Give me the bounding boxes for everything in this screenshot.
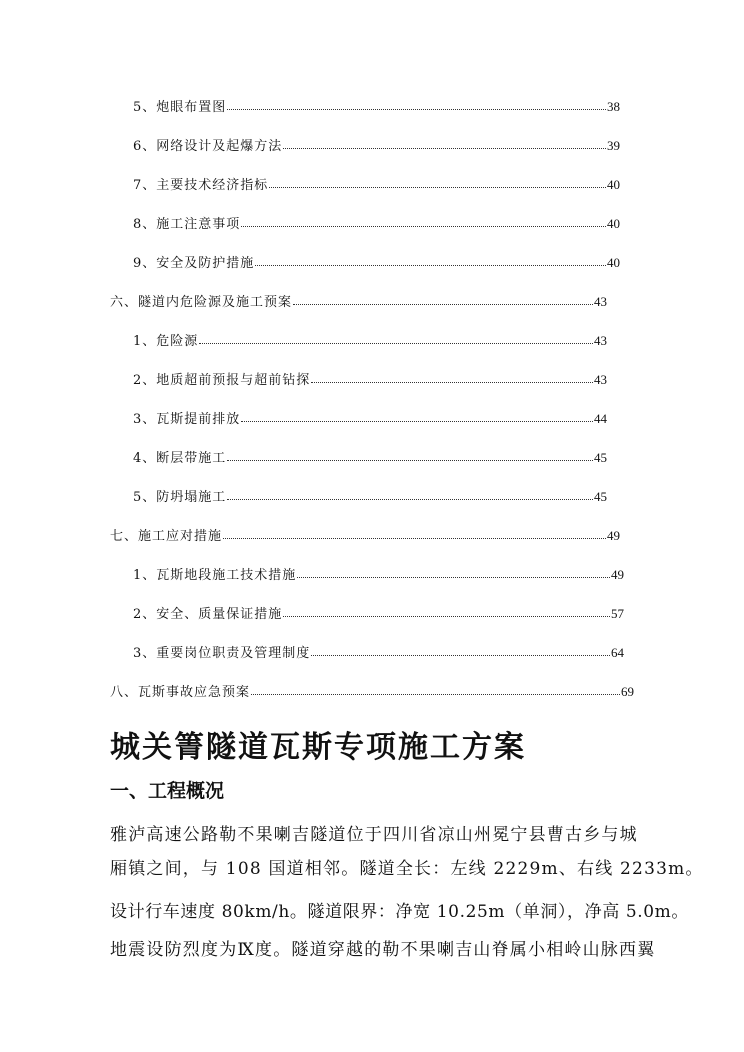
toc-entry-label: 5、防坍塌施工 [133, 490, 227, 505]
toc-entry-label: 1、瓦斯地段施工技术措施 [133, 568, 297, 583]
paragraph-line: 雅泸高速公路勒不果喇吉隧道位于四川省凉山州冕宁县曹古乡与城 [110, 825, 638, 845]
toc-leader-dots [293, 304, 593, 305]
toc-entry[interactable] [133, 410, 607, 429]
toc-leader-dots [251, 694, 620, 695]
toc-entry-label: 3、瓦斯提前排放 [133, 412, 241, 427]
toc-entry-label: 9、安全及防护措施 [133, 256, 255, 271]
toc-leader-dots [241, 226, 606, 227]
toc-entry[interactable] [133, 605, 624, 624]
toc-entry[interactable] [133, 332, 607, 351]
toc-entry-page: 49 [611, 567, 624, 582]
toc-entry[interactable] [133, 566, 624, 585]
toc-entry[interactable] [133, 449, 607, 468]
toc-entry[interactable] [133, 176, 620, 195]
toc-leader-dots [269, 187, 606, 188]
toc-entry-page: 49 [607, 528, 620, 543]
toc-leader-dots [311, 655, 610, 656]
toc-entry-label: 七、施工应对措施 [110, 529, 223, 544]
toc-leader-dots [227, 109, 606, 110]
toc-entry-page: 43 [594, 333, 607, 348]
toc-entry-label: 7、主要技术经济指标 [133, 178, 269, 193]
toc-entry-label: 八、瓦斯事故应急预案 [110, 685, 251, 700]
toc-entry[interactable] [133, 98, 620, 117]
toc-entry-page: 40 [607, 177, 620, 192]
toc-entry[interactable] [110, 683, 634, 702]
toc-entry[interactable] [133, 215, 620, 234]
toc-leader-dots [223, 538, 606, 539]
toc-leader-dots [255, 265, 606, 266]
toc-entry-page: 38 [607, 99, 620, 114]
toc-entry-label: 3、重要岗位职责及管理制度 [133, 646, 311, 661]
toc-leader-dots [227, 460, 593, 461]
toc-leader-dots [241, 421, 593, 422]
toc-entry-page: 57 [611, 606, 624, 621]
toc-entry-page: 44 [594, 411, 607, 426]
toc-entry-page: 69 [621, 684, 634, 699]
toc-leader-dots [199, 343, 593, 344]
toc-leader-dots [283, 148, 606, 149]
toc-entry-page: 45 [594, 489, 607, 504]
toc-entry-label: 5、炮眼布置图 [133, 100, 227, 115]
toc-leader-dots [311, 382, 593, 383]
toc-entry-label: 六、隧道内危险源及施工预案 [110, 295, 293, 310]
toc-entry-label: 2、地质超前预报与超前钻探 [133, 373, 311, 388]
toc-entry[interactable] [133, 137, 620, 156]
toc-entry[interactable] [133, 371, 607, 390]
toc-entry-page: 45 [594, 450, 607, 465]
toc-entry-label: 1、危险源 [133, 334, 199, 349]
toc-entry-page: 43 [594, 294, 607, 309]
paragraph-line: 设计行车速度 80km/h。隧道限界：净宽 10.25m（单洞），净高 5.0m。 [110, 902, 689, 922]
toc-entry-page: 40 [607, 216, 620, 231]
toc-entry[interactable] [110, 527, 620, 546]
toc-leader-dots [227, 499, 593, 500]
toc-entry-page: 40 [607, 255, 620, 270]
toc-entry[interactable] [133, 644, 624, 663]
section-heading: 一、工程概况 [110, 780, 225, 802]
toc-entry-page: 39 [607, 138, 620, 153]
toc-entry-page: 64 [611, 645, 624, 660]
toc-leader-dots [283, 616, 610, 617]
toc-entry-page: 43 [594, 372, 607, 387]
toc-entry-label: 8、施工注意事项 [133, 217, 241, 232]
paragraph-line: 厢镇之间，与 108 国道相邻。隧道全长：左线 2229m、右线 2233m。 [110, 859, 704, 879]
toc-entry-label: 2、安全、质量保证措施 [133, 607, 283, 622]
toc-entry[interactable] [133, 254, 620, 273]
toc-leader-dots [297, 577, 610, 578]
paragraph-line: 地震设防烈度为Ⅸ度。隧道穿越的勒不果喇吉山脊属小相岭山脉西翼 [110, 940, 656, 960]
toc-entry[interactable] [110, 293, 607, 312]
toc-entry-label: 6、网络设计及起爆方法 [133, 139, 283, 154]
toc-entry-label: 4、断层带施工 [133, 451, 227, 466]
toc-entry[interactable] [133, 488, 607, 507]
document-title: 城关箐隧道瓦斯专项施工方案 [110, 730, 526, 765]
